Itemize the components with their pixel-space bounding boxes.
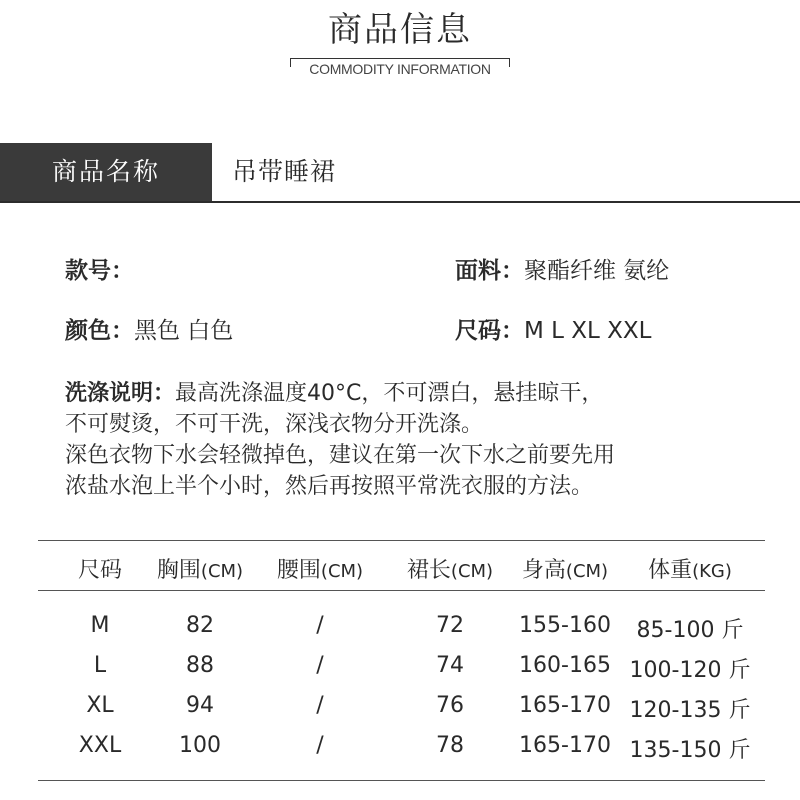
table-cell-weight: 135-150 斤: [629, 738, 751, 763]
product-name-label: 商品名称: [0, 143, 212, 201]
washing-line-4: 浓盐水泡上半个小时，然后再按照平常洗衣服的方法。: [65, 474, 594, 499]
table-cell-chest: 88: [186, 653, 214, 678]
table-cell-waist: /: [316, 693, 324, 718]
color-value: 黑色 白色: [134, 318, 234, 344]
header-height: [522, 553, 608, 584]
table-header-rule: [38, 590, 765, 591]
table-cell-size: L: [93, 653, 107, 678]
product-name-value: 吊带睡裙: [232, 157, 337, 186]
table-cell-chest: 100: [179, 733, 221, 758]
table-cell-waist: /: [316, 653, 324, 678]
header-chest-unit: (CM): [200, 561, 244, 582]
header-size: [78, 553, 122, 584]
header-length: [407, 553, 493, 584]
product-name-row: [0, 143, 800, 203]
header-length-unit: (CM): [450, 561, 494, 582]
washing-line-2: 不可熨烫，不可干洗，深浅衣物分开洗涤。: [65, 412, 484, 437]
header-chest-name: 胸围: [156, 558, 201, 583]
table-cell-chest: 82: [186, 613, 214, 638]
fabric-value: 聚酯纤维 氨纶: [524, 258, 670, 284]
washing-instructions: [65, 378, 765, 502]
table-cell-length: 76: [436, 693, 464, 718]
subtitle-frame: [290, 58, 510, 81]
header-height-unit: (CM): [565, 561, 609, 582]
table-cell-weight: 85-100 斤: [636, 618, 744, 643]
table-cell-height: 165-170: [519, 733, 611, 758]
header-chest: [157, 553, 243, 584]
table-cell-size: XL: [86, 693, 114, 718]
style-number-label: 款号：: [65, 258, 134, 284]
header-weight: [648, 553, 732, 584]
header-height-name: 身高: [521, 558, 566, 583]
table-cell-size: XXL: [78, 733, 122, 758]
fabric-label: 面料：: [455, 258, 524, 284]
header-waist-name: 腰围: [276, 558, 321, 583]
washing-line-3: 深色衣物下水会轻微掉色，建议在第一次下水之前要先用: [65, 443, 616, 468]
table-cell-weight: 100-120 斤: [629, 658, 751, 683]
table-cell-length: 78: [436, 733, 464, 758]
size-label: 尺码：: [455, 318, 524, 344]
washing-label: 洗涤说明：: [65, 381, 176, 406]
color: [65, 312, 233, 345]
table-cell-height: 155-160: [519, 613, 611, 638]
table-cell-size: M: [90, 613, 110, 638]
table-cell-weight: 120-135 斤: [629, 698, 751, 723]
table-bottom-rule: [38, 780, 765, 781]
style-number: [65, 252, 134, 285]
header-length-name: 裙长: [406, 558, 451, 583]
table-top-rule: [38, 540, 765, 541]
table-cell-chest: 94: [186, 693, 214, 718]
table-cell-length: 72: [436, 613, 464, 638]
washing-line-1: 最高洗涤温度40°C，不可漂白，悬挂晾干，: [175, 381, 604, 406]
header-size-name: 尺码: [77, 558, 123, 583]
header-weight-unit: (KG): [692, 561, 732, 582]
header-weight-name: 体重: [648, 558, 693, 583]
table-cell-waist: /: [316, 613, 324, 638]
header-waist-unit: (CM): [320, 561, 364, 582]
table-cell-length: 74: [436, 653, 464, 678]
header-waist: [277, 553, 363, 584]
table-cell-height: 160-165: [519, 653, 611, 678]
fabric: [455, 252, 669, 285]
size-value: M L XL XXL: [524, 318, 652, 344]
table-cell-waist: /: [316, 733, 324, 758]
size: [455, 312, 652, 345]
page-title: 商品信息: [328, 10, 472, 50]
color-label: 颜色：: [65, 318, 134, 344]
page-subtitle: COMMODITY INFORMATION: [309, 61, 491, 77]
table-cell-height: 165-170: [519, 693, 611, 718]
